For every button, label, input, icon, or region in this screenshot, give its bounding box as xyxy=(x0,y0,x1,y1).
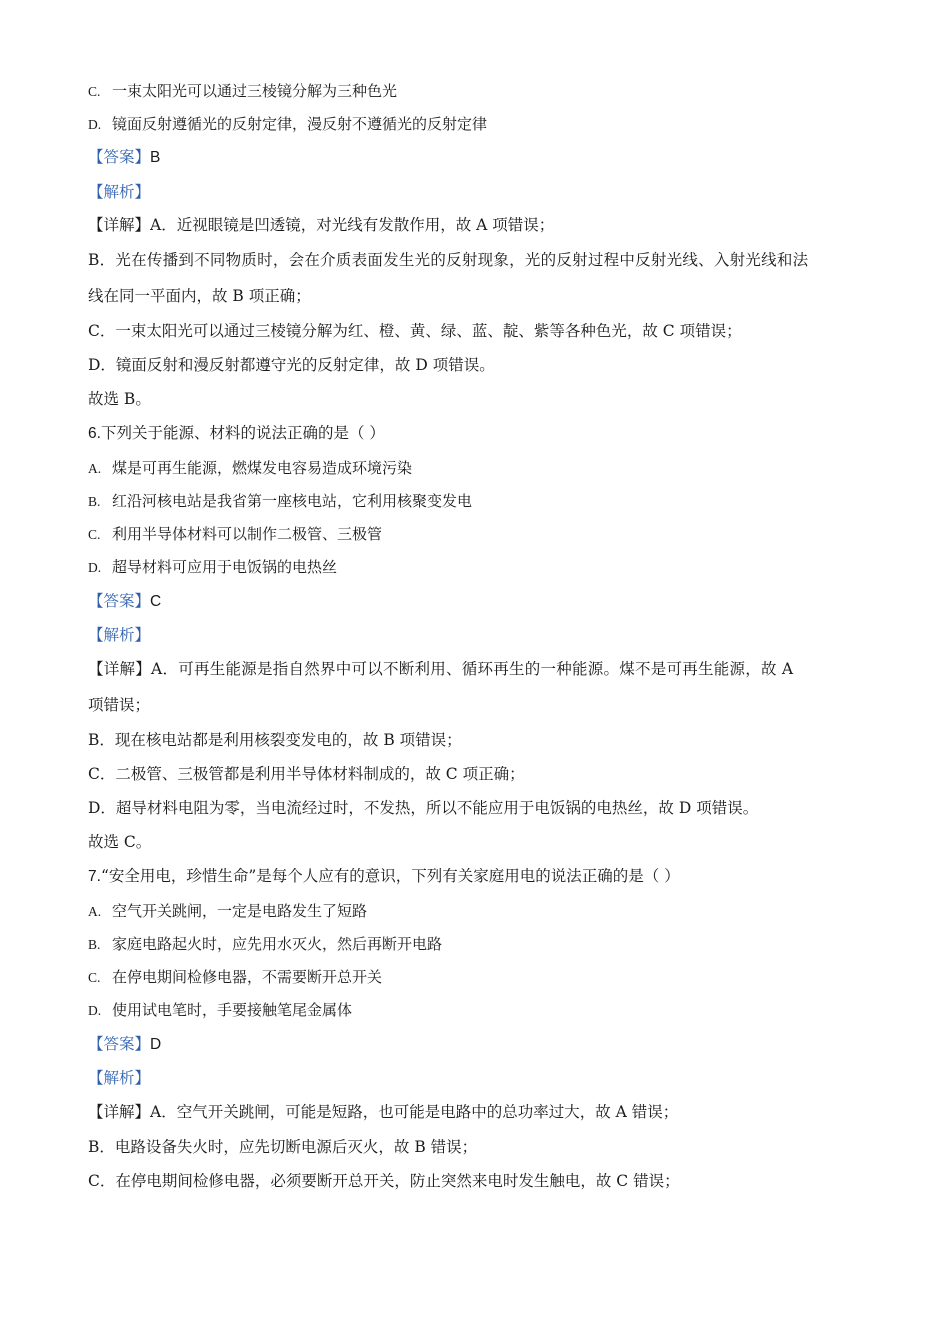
q5-analysis-heading xyxy=(88,182,150,202)
analysis-label: 【解析】 xyxy=(88,626,151,644)
q5-detail-b-line2: 线在同一平面内，故 B 项正确； xyxy=(88,287,311,305)
q7-option-a xyxy=(88,901,367,922)
q7-detail-c: C．在停电期间检修电器，必须要断开总开关，防止突然来电时发生触电，故 C 错误； xyxy=(88,1172,680,1190)
q6-detail-b: B．现在核电站都是利用核裂变发电的，故 B 项错误； xyxy=(88,731,462,749)
detail-label: 【详解】 xyxy=(88,660,152,678)
q6-detail-a-line2: 项错误； xyxy=(88,696,151,714)
q5-conclusion: 故选 B。 xyxy=(88,390,151,408)
q6-stem-line xyxy=(88,423,385,444)
q7-detail-a xyxy=(88,1102,678,1122)
q6-detail-a-line1 xyxy=(88,659,793,679)
option-letter: C. xyxy=(88,970,101,985)
option-letter: D. xyxy=(88,1003,102,1018)
q7-option-b xyxy=(88,934,442,955)
q6-option-a xyxy=(88,458,412,479)
option-letter: A. xyxy=(88,904,102,919)
option-letter: C. xyxy=(88,527,101,542)
q7-detail-b: B．电路设备失火时，应先切断电源后灭火，故 B 错误； xyxy=(88,1138,478,1156)
option-letter: B. xyxy=(88,494,101,509)
detail-text: A．空气开关跳闸，可能是短路，也可能是电路中的总功率过大，故 A 错误； xyxy=(150,1103,679,1121)
q7-option-d xyxy=(88,1000,352,1021)
detail-label: 【详解】 xyxy=(88,1103,151,1121)
q7-option-c xyxy=(88,967,382,988)
question-stem: 下列关于能源、材料的说法正确的是（ ） xyxy=(100,424,385,442)
analysis-label: 【解析】 xyxy=(88,1069,151,1087)
option-text: 使用试电笔时，手要接触笔尾金属体 xyxy=(112,1001,353,1019)
detail-text: A．可再生能源是指自然界中可以不断利用、循环再生的一种能源。煤不是可再生能源，故 A xyxy=(151,660,794,678)
option-letter: D. xyxy=(88,117,102,132)
q6-conclusion: 故选 C。 xyxy=(88,833,152,851)
q6-detail-d: D．超导材料电阻为零，当电流经过时，不发热，所以不能应用于电饭锅的电热丝，故 D 项错误。 xyxy=(88,799,759,817)
q5-detail-b-line1: B．光在传播到不同物质时，会在介质表面发生光的反射现象，光的反射过程中反射光线、入射光线和法 xyxy=(88,251,809,269)
q5-option-c xyxy=(88,81,397,102)
option-text: 在停电期间检修电器，不需要断开总开关 xyxy=(112,968,383,986)
q7-analysis-heading xyxy=(88,1068,150,1088)
option-text: 超导材料可应用于电饭锅的电热丝 xyxy=(112,558,338,576)
option-text: 利用半导体材料可以制作二极管、三极管 xyxy=(112,525,383,543)
option-letter: B. xyxy=(88,937,101,952)
q6-option-c xyxy=(88,524,382,545)
option-text: 煤是可再生能源，燃煤发电容易造成环境污染 xyxy=(112,459,413,477)
option-text: 红沿河核电站是我省第一座核电站，它利用核聚变发电 xyxy=(112,492,473,510)
q7-answer xyxy=(88,1034,161,1055)
answer-label: 【答案】 xyxy=(88,148,151,166)
answer-label: 【答案】 xyxy=(88,1035,151,1053)
q6-option-b xyxy=(88,491,472,512)
q7-stem-line xyxy=(88,866,680,887)
q5-detail-d: D．镜面反射和漫反射都遵守光的反射定律，故 D 项错误。 xyxy=(88,356,495,374)
option-text: 家庭电路起火时，应先用水灭火，然后再断开电路 xyxy=(112,935,443,953)
analysis-label: 【解析】 xyxy=(88,183,151,201)
detail-label: 【详解】 xyxy=(88,216,151,234)
q5-detail-a xyxy=(88,215,554,235)
q6-detail-c: C．二极管、三极管都是利用半导体材料制成的，故 C 项正确； xyxy=(88,765,525,783)
question-number: 7. xyxy=(88,868,101,885)
q5-detail-c: C．一束太阳光可以通过三棱镜分解为红、橙、黄、绿、蓝、靛、紫等各种色光，故 C 项错误； xyxy=(88,322,742,340)
option-text: 一束太阳光可以通过三棱镜分解为三种色光 xyxy=(112,82,398,100)
option-letter: A. xyxy=(88,461,102,476)
option-text: 空气开关跳闸，一定是电路发生了短路 xyxy=(112,902,368,920)
answer-value: C xyxy=(150,593,162,610)
detail-text: A．近视眼镜是凹透镜，对光线有发散作用，故 A 项错误； xyxy=(150,216,555,234)
q5-option-d xyxy=(88,114,487,135)
option-letter: C. xyxy=(88,84,101,99)
option-letter: D. xyxy=(88,560,102,575)
q6-analysis-heading xyxy=(88,625,150,645)
question-number: 6. xyxy=(88,425,101,442)
option-text: 镜面反射遵循光的反射定律，漫反射不遵循光的反射定律 xyxy=(112,115,488,133)
question-stem: “安全用电，珍惜生命”是每个人应有的意识，下列有关家庭用电的说法正确的是（ ） xyxy=(100,867,680,885)
q6-answer xyxy=(88,591,161,612)
answer-label: 【答案】 xyxy=(88,592,151,610)
q5-answer xyxy=(88,147,160,168)
answer-value: D xyxy=(150,1036,162,1053)
answer-value: B xyxy=(150,149,161,166)
q6-option-d xyxy=(88,557,337,578)
